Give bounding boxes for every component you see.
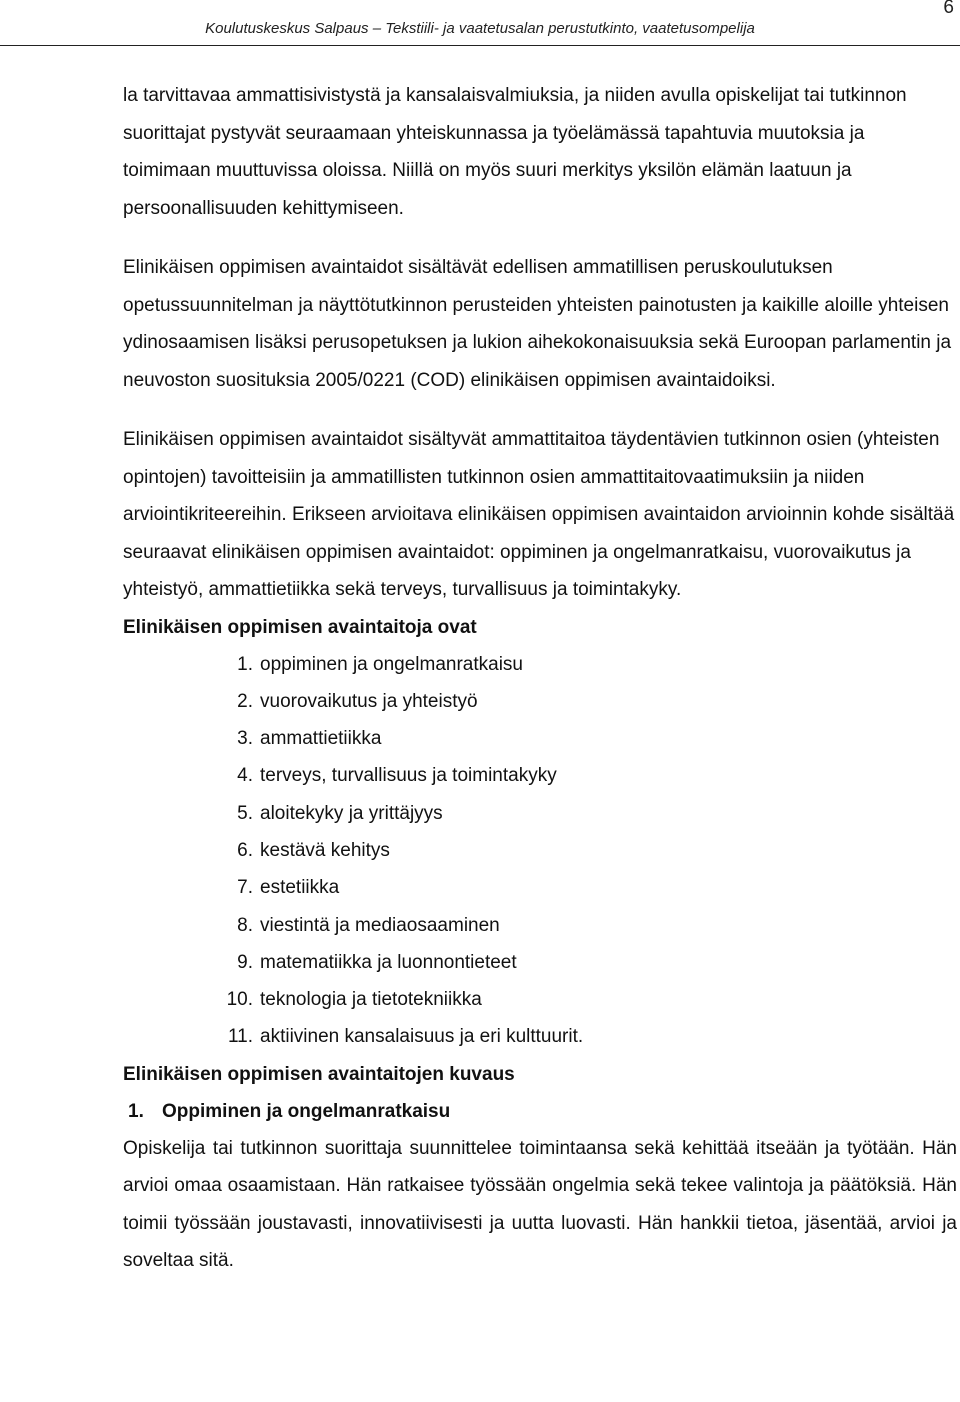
list-item (123, 646, 957, 683)
key-skills-list-heading: Elinikäisen oppimisen avaintaitoja ovat (123, 616, 477, 638)
list-item (123, 795, 957, 832)
list-item-text: ammattietiikka (260, 728, 382, 750)
list-item-number: 4. (237, 765, 253, 787)
list-item (123, 683, 957, 720)
list-item-text: kestävä kehitys (260, 839, 390, 861)
list-item (123, 869, 957, 906)
subsection-heading (123, 1093, 957, 1130)
list-item-number: 1. (237, 653, 253, 675)
key-skills-description-heading: Elinikäisen oppimisen avaintaitojen kuvaus (123, 1063, 515, 1085)
key-skills-list (123, 646, 957, 1056)
list-item (123, 720, 957, 757)
list-item-number: 2. (237, 690, 253, 712)
list-item (123, 944, 957, 981)
subsection-number: 1. (128, 1100, 144, 1122)
subsection-title: Oppiminen ja ongelmanratkaisu (162, 1100, 451, 1122)
list-item-text: aktiivinen kansalaisuus ja eri kulttuurit. (260, 1026, 584, 1048)
list-item (123, 907, 957, 944)
list-item-number: 8. (237, 914, 253, 936)
list-item-text: oppiminen ja ongelmanratkaisu (260, 653, 523, 675)
list-item-number: 11. (227, 1026, 253, 1048)
paragraph-2: Elinikäisen oppimisen avaintaidot sisältävät edellisen ammatillisen peruskoulutuksen opetussuunnitelman ja näyttötutkinnon perusteiden yhteisten painotusten ja kaikille aloille yhteisen ydinosaamisen lisäksi perusopetuksen ja lukion aihekokonaisuuksia sekä Euroopan parlamentin ja neuvoston suosituksia 2005/0221 (COD) elinikäisen oppimisen avaintaidoiksi. (123, 257, 952, 391)
list-item (123, 757, 957, 794)
list-item-text: teknologia ja tietotekniikka (260, 989, 482, 1011)
list-item (123, 832, 957, 869)
list-item-text: viestintä ja mediaosaaminen (260, 914, 500, 936)
document-body (123, 77, 957, 1280)
list-item-number: 6. (237, 839, 253, 861)
list-item (123, 981, 957, 1018)
page-number: 6 (943, 0, 954, 18)
list-item-text: estetiikka (260, 877, 340, 899)
list-item-text: matematiikka ja luonnontieteet (260, 951, 517, 973)
list-item-text: aloitekyky ja yrittäjyys (260, 802, 443, 824)
list-item-number: 10. (226, 989, 253, 1011)
list-item-text: terveys, turvallisuus ja toimintakyky (260, 765, 557, 787)
list-item-number: 5. (237, 802, 253, 824)
list-item-number: 9. (237, 951, 253, 973)
list-item-text: vuorovaikutus ja yhteistyö (260, 690, 478, 712)
subsection-paragraph: Opiskelija tai tutkinnon suorittaja suunnittelee toimintaansa sekä kehittää itseään ja työtään. Hän arvioi omaa osaamistaan. Hän ratkaisee työssään ongelmia sekä tekee valintoja ja päätöksiä. Hän toimii työssään joustavasti, innovatiivisesti ja uutta luovasti. Hän hankkii tietoa, jäsentää, arvioi ja soveltaa sitä. (123, 1137, 957, 1272)
paragraph-1: la tarvittavaa ammattisivistystä ja kansalaisvalmiuksia, ja niiden avulla opiskelijat tai tutkinnon suorittajat pystyvät seuraamaan yhteiskunnassa ja työelämässä tapahtuvia muutoksia ja toimimaan muuttuvissa oloissa. Niillä on myös suuri merkitys yksilön elämän laatuun ja persoonallisuuden kehittymiseen. (123, 85, 907, 219)
list-item (123, 1018, 957, 1055)
list-item-number: 3. (237, 728, 253, 750)
running-header: Koulutuskeskus Salpaus – Tekstiili- ja vaatetusalan perustutkinto, vaatetusompelija (205, 20, 755, 37)
list-item-number: 7. (237, 877, 253, 899)
paragraph-3: Elinikäisen oppimisen avaintaidot sisältyvät ammattitaitoa täydentävien tutkinnon osien (yhteisten opintojen) tavoitteisiin ja ammatillisten tutkinnon osien ammattitaitovaatimuksiin ja niiden arviointikriteereihin. Erikseen arvioitava elinikäisen oppimisen avaintaidon arvioinnin kohde sisältää seuraavat elinikäisen oppimisen avaintaidot: oppiminen ja ongelmanratkaisu, vuorovaikutus ja yhteistyö, ammattietiikka sekä terveys, turvallisuus ja toimintakyky. (123, 429, 955, 600)
header-divider (0, 45, 960, 46)
